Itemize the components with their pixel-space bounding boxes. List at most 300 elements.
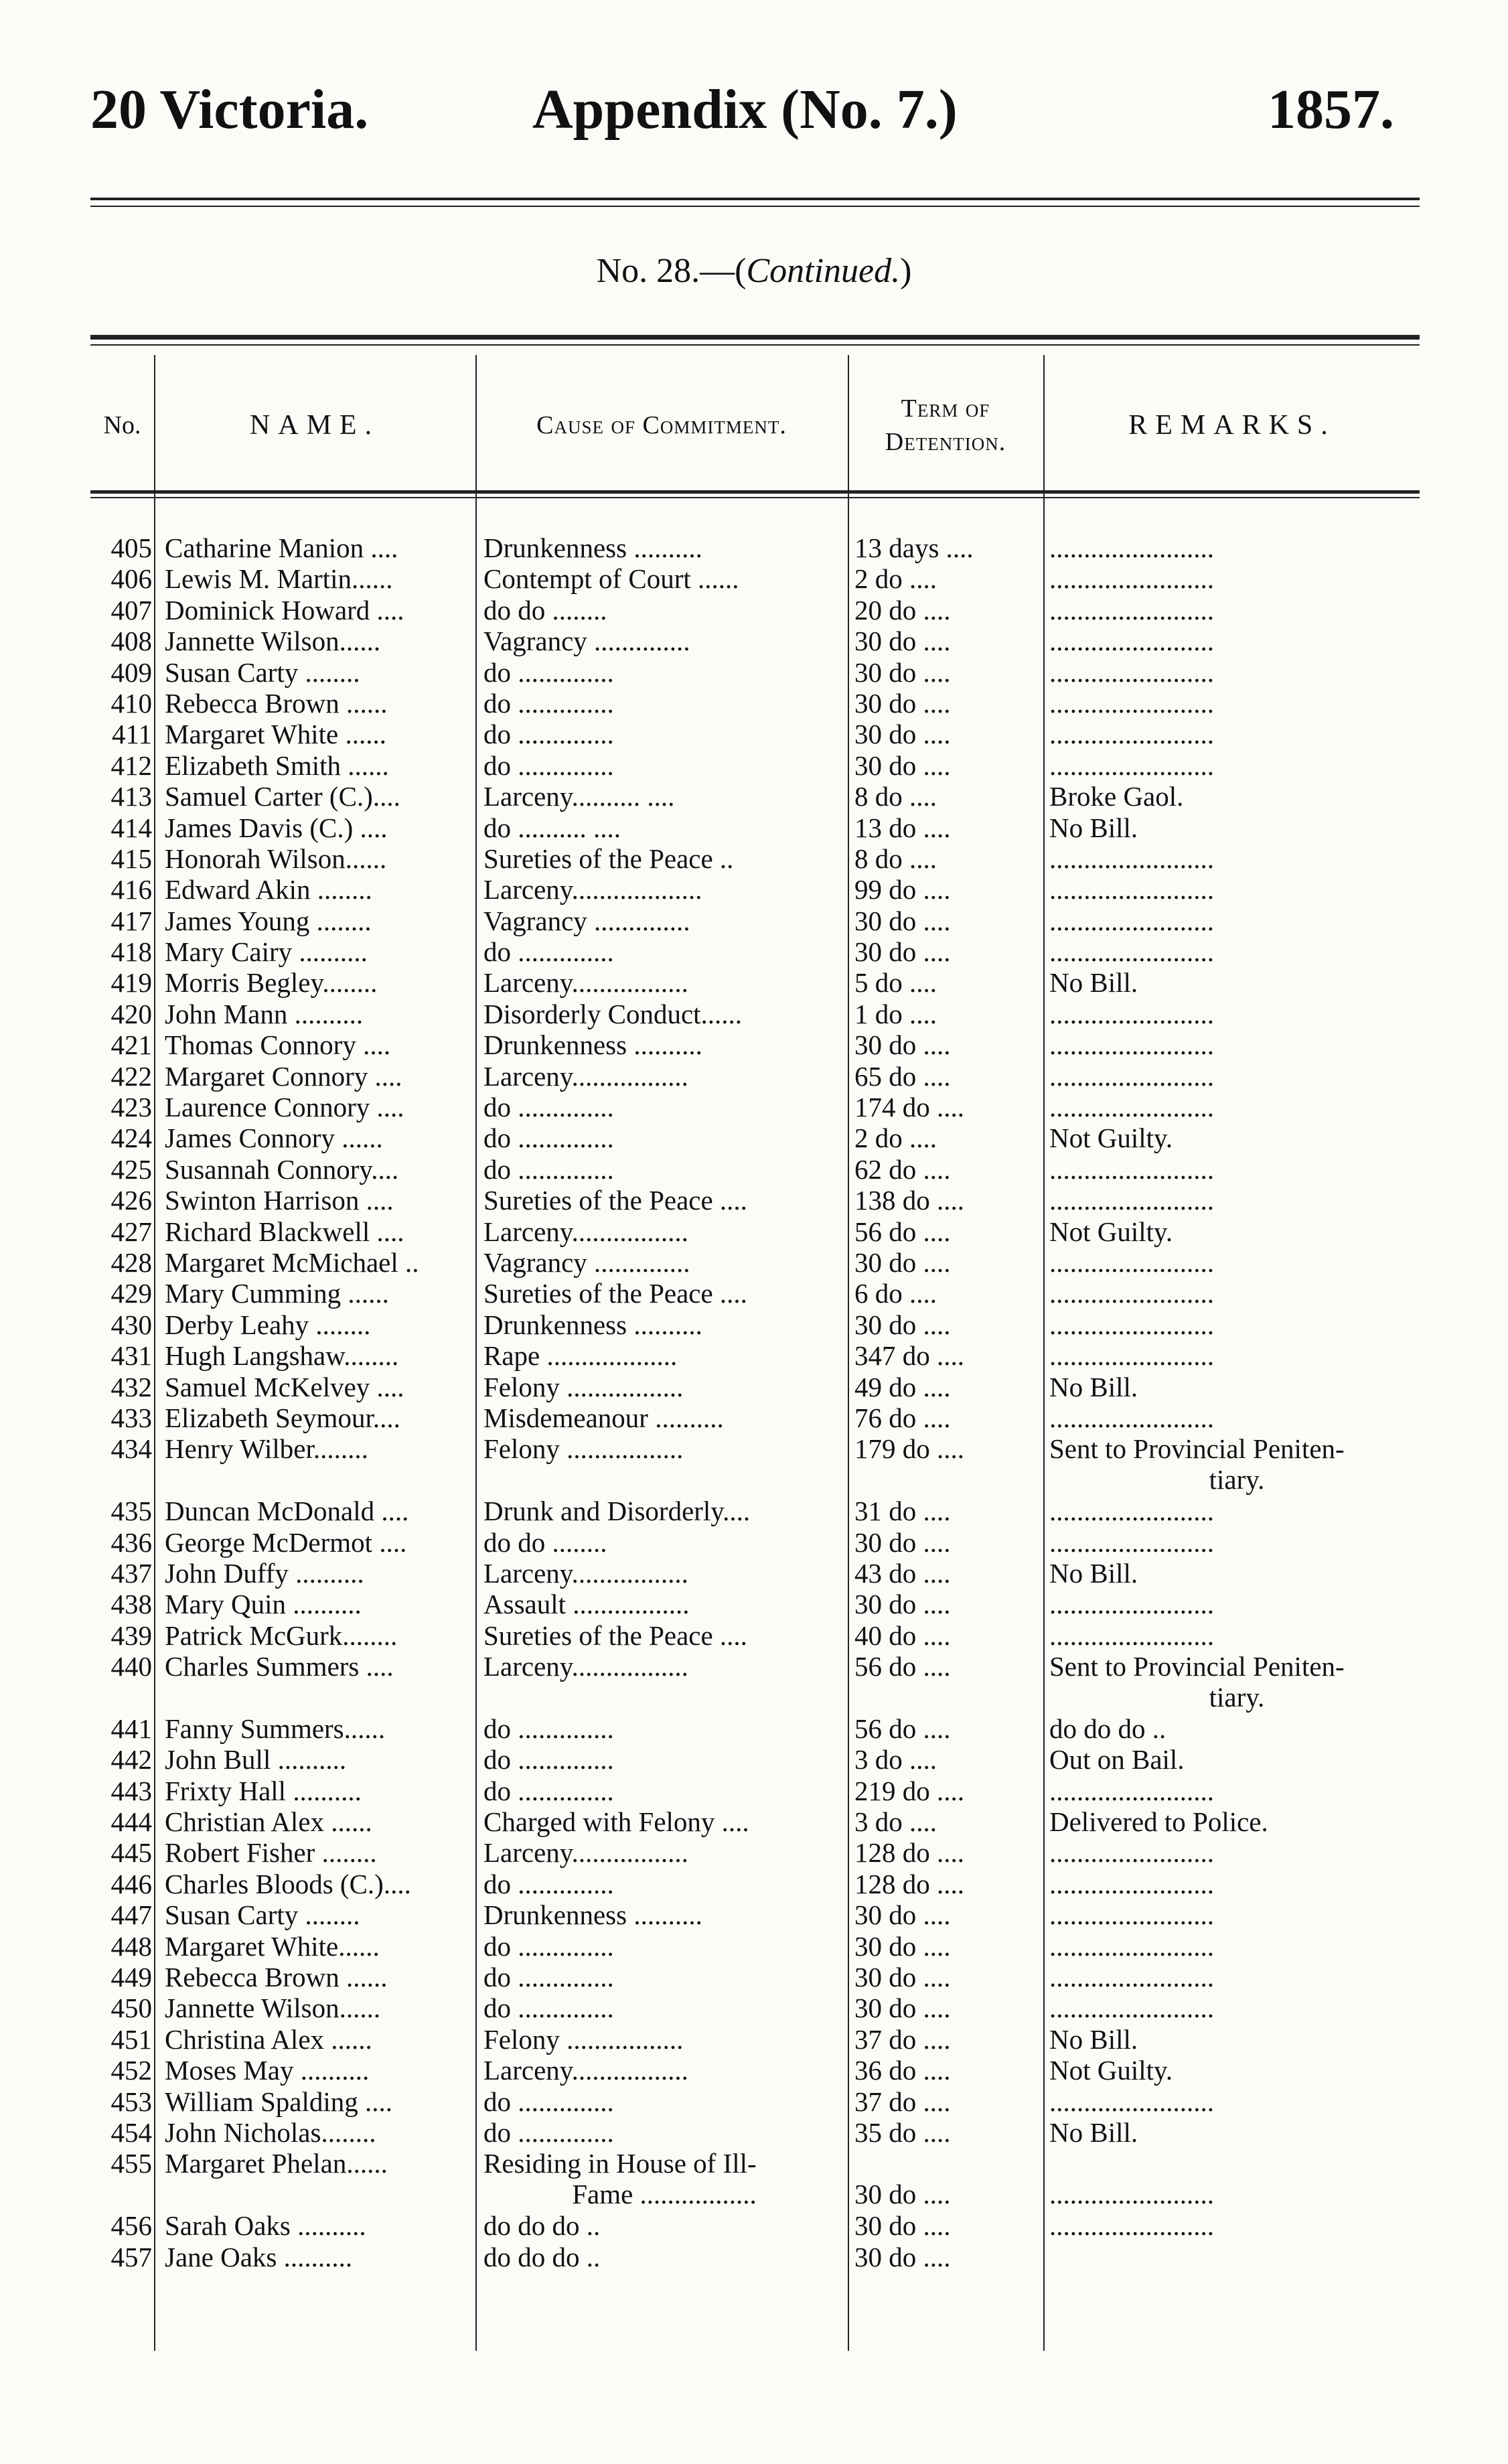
row-number: 431: [110, 1340, 152, 1372]
detention-term: 30 do ....: [854, 905, 951, 936]
table-row: [0, 999, 1508, 1029]
remarks-cell: ........................: [1049, 1962, 1214, 1992]
table-row: [0, 1402, 1508, 1433]
row-number: 415: [110, 843, 152, 874]
commitment-cause: Felony .................: [483, 2023, 684, 2055]
remarks-cell: ........................: [1049, 1775, 1214, 1806]
table-row: [0, 1154, 1508, 1185]
table-row: [0, 1558, 1508, 1589]
remarks-cell: ........................: [1049, 2210, 1214, 2242]
detention-term: 30 do ....: [854, 1309, 951, 1340]
cause-continuation: Fame .................: [572, 2179, 757, 2210]
prisoner-name: Christina Alex ......: [165, 2023, 372, 2055]
detention-term: 30 do ....: [854, 1992, 951, 2024]
prisoner-name: Margaret McMichael ..: [165, 1246, 419, 1278]
table-row: [0, 2055, 1508, 2086]
table-row: [0, 2210, 1508, 2241]
remarks-cell: ........................: [1049, 843, 1214, 874]
row-number: 433: [110, 1402, 152, 1433]
table-row: [0, 812, 1508, 843]
detention-term: 30 do ....: [854, 1962, 951, 1992]
remarks-cell: ........................: [1049, 563, 1214, 595]
row-number: 423: [110, 1092, 152, 1123]
detention-term: 76 do ....: [854, 1402, 951, 1433]
header-rule: [90, 198, 1420, 200]
commitment-cause: do ..............: [483, 1122, 614, 1154]
remarks-cell: ........................: [1049, 719, 1214, 750]
commitment-cause: Sureties of the Peace ..: [483, 843, 734, 874]
commitment-cause: Larceny.................: [483, 1557, 688, 1589]
remarks-cell: No Bill.: [1049, 812, 1138, 843]
remarks-cell: Delivered to Police.: [1049, 1806, 1268, 1838]
table-row: [0, 595, 1508, 626]
commitment-cause: Assault .................: [483, 1589, 690, 1620]
commitment-cause: do ..............: [483, 936, 614, 968]
table-row: [0, 1372, 1508, 1402]
subtitle-prefix: No. 28.—(: [596, 252, 747, 290]
prisoner-name: Morris Begley........: [165, 967, 378, 999]
detention-term: 128 do ....: [854, 1868, 964, 1899]
commitment-cause: Vagrancy ..............: [483, 626, 690, 657]
prisoner-name: Susan Carty ........: [165, 1899, 360, 1931]
prisoner-name: James Young ........: [165, 905, 372, 936]
remarks-cell: No Bill.: [1049, 2023, 1138, 2055]
table-row: [0, 657, 1508, 688]
detention-term: 128 do ....: [854, 1837, 964, 1869]
detention-term: 56 do ....: [854, 1216, 951, 1247]
prisoner-name: Mary Quin ..........: [165, 1589, 362, 1620]
row-number: 441: [110, 1713, 152, 1744]
commitment-cause: do ..............: [483, 1992, 614, 2024]
remarks-continuation: ........................: [1049, 2179, 1214, 2210]
detention-term: 30 do ....: [854, 656, 951, 688]
commitment-cause: Larceny.................: [483, 1060, 688, 1092]
header-bottom-rule-thin: [90, 497, 1420, 498]
detention-term: 30 do ....: [854, 2210, 951, 2242]
table-row: [0, 2242, 1508, 2272]
header-year: 1857.: [1268, 78, 1394, 141]
detention-term: 8 do ....: [854, 843, 937, 874]
detention-term: 6 do ....: [854, 1278, 937, 1309]
commitment-cause: Felony .................: [483, 1433, 684, 1465]
subtitle-continued: Continued.: [746, 252, 901, 290]
prisoner-name: Edward Akin ........: [165, 874, 372, 905]
table-row: [0, 1216, 1508, 1247]
table-row: [0, 1992, 1508, 2023]
prisoner-name: Charles Summers ....: [165, 1651, 394, 1682]
row-number: 445: [110, 1837, 152, 1869]
commitment-cause: do ..............: [483, 1930, 614, 1962]
col-header-name: NAME.: [249, 410, 380, 441]
commitment-cause: do ..............: [483, 656, 614, 688]
commitment-cause: Vagrancy ..............: [483, 1246, 690, 1278]
detention-term: 179 do ....: [854, 1433, 964, 1465]
row-number: 447: [110, 1899, 152, 1931]
commitment-cause: Contempt of Court ......: [483, 563, 739, 595]
prisoner-name: Richard Blackwell ....: [165, 1216, 404, 1247]
remarks-cell: ........................: [1049, 1185, 1214, 1216]
commitment-cause: Drunkenness ..........: [483, 1899, 702, 1931]
detention-term: 30 do ....: [854, 1526, 951, 1558]
table-row: [0, 1806, 1508, 1837]
detention-term: 13 days ....: [854, 532, 974, 563]
commitment-cause: Larceny.................: [483, 1651, 688, 1682]
detention-term: 30 do ....: [854, 1930, 951, 1962]
detention-term: 30 do ....: [854, 936, 951, 968]
detention-term: 56 do ....: [854, 1651, 951, 1682]
prisoner-name: Patrick McGurk........: [165, 1619, 398, 1651]
row-number: 455: [110, 2148, 152, 2179]
prisoner-name: Mary Cairy ..........: [165, 936, 368, 968]
prisoner-name: Rebecca Brown ......: [165, 687, 388, 719]
row-number: 448: [110, 1930, 152, 1962]
prisoner-name: Jannette Wilson......: [165, 626, 381, 657]
remarks-cell: Not Guilty.: [1049, 2055, 1173, 2086]
detention-term: 138 do ....: [854, 1185, 964, 1216]
table-row: [0, 2117, 1508, 2148]
col-header-cause: Cause of Commitment.: [536, 411, 787, 439]
commitment-cause: Misdemeanour ..........: [483, 1402, 724, 1433]
commitment-cause: Drunkenness ..........: [483, 1029, 702, 1061]
table-row: [0, 1931, 1508, 1962]
row-number: 457: [110, 2241, 152, 2272]
remarks-cell: do do do ..: [1049, 1713, 1166, 1744]
row-number: 450: [110, 1992, 152, 2024]
commitment-cause: do do ........: [483, 594, 607, 626]
detention-term: 30 do ....: [854, 1899, 951, 1931]
remarks-cell: ........................: [1049, 1589, 1214, 1620]
table-row: [0, 1837, 1508, 1868]
row-number: 410: [110, 687, 152, 719]
table-top-rule: [90, 335, 1420, 340]
table-row: [0, 1527, 1508, 1558]
prisoner-name: Duncan McDonald ....: [165, 1496, 409, 1527]
prisoner-name: Honorah Wilson......: [165, 843, 387, 874]
remarks-cell: Not Guilty.: [1049, 1216, 1173, 1247]
row-number: 440: [110, 1651, 152, 1682]
remarks-cell: ........................: [1049, 1029, 1214, 1061]
row-number: 429: [110, 1278, 152, 1309]
prisoner-name: Swinton Harrison ....: [165, 1185, 394, 1216]
prisoner-name: Derby Leahy ........: [165, 1309, 371, 1340]
detention-term: 3 do ....: [854, 1744, 937, 1775]
commitment-cause: do do ........: [483, 1526, 607, 1558]
remarks-continuation: tiary.: [1209, 1682, 1265, 1713]
remarks-cell: ........................: [1049, 1060, 1214, 1092]
prisoner-name: Catharine Manion ....: [165, 532, 398, 563]
remarks-cell: ........................: [1049, 1930, 1214, 1962]
prisoner-name: Margaret White......: [165, 1930, 380, 1962]
prisoner-name: John Mann ..........: [165, 998, 364, 1029]
table-row: [0, 1278, 1508, 1309]
remarks-cell: ........................: [1049, 1340, 1214, 1372]
detention-term: 20 do ....: [854, 594, 951, 626]
row-number: 417: [110, 905, 152, 936]
table-row: [0, 1775, 1508, 1806]
header-session: 20 Victoria.: [90, 78, 369, 141]
header-bottom-rule: [90, 490, 1420, 494]
row-number: 439: [110, 1619, 152, 1651]
commitment-cause: Larceny.................: [483, 2055, 688, 2086]
table-row: [0, 1092, 1508, 1122]
prisoner-name: John Nicholas........: [165, 2116, 376, 2148]
detention-term: 13 do ....: [854, 812, 951, 843]
table-row: [0, 1744, 1508, 1775]
prisoner-name: Fanny Summers......: [165, 1713, 386, 1744]
col-header-no: No.: [103, 411, 141, 439]
page-header: [90, 77, 1454, 144]
commitment-cause: do .......... ....: [483, 812, 621, 843]
remarks-cell: No Bill.: [1049, 2116, 1138, 2148]
detention-term: 99 do ....: [854, 874, 951, 905]
commitment-cause: do ..............: [483, 1775, 614, 1806]
prisoner-name: Susan Carty ........: [165, 656, 360, 688]
table-row: [0, 1713, 1508, 1744]
prisoner-name: Margaret Connory ....: [165, 1060, 402, 1092]
detention-term: 43 do ....: [854, 1557, 951, 1589]
prisoner-name: Jannette Wilson......: [165, 1992, 381, 2024]
prisoner-name: Thomas Connory ....: [165, 1029, 391, 1061]
remarks-cell: ........................: [1049, 2086, 1214, 2117]
detention-term: 37 do ....: [854, 2023, 951, 2055]
prisoner-name: James Davis (C.) ....: [165, 812, 388, 843]
table-row: [0, 1869, 1508, 1899]
row-number: 418: [110, 936, 152, 968]
table-row: [0, 750, 1508, 781]
commitment-cause: Rape ...................: [483, 1340, 678, 1372]
header-appendix: Appendix (No. 7.): [532, 78, 958, 141]
row-number: 411: [112, 719, 152, 750]
remarks-cell: ........................: [1049, 1246, 1214, 1278]
commitment-cause: Sureties of the Peace ....: [483, 1619, 747, 1651]
table-row: [0, 563, 1508, 594]
row-number: 409: [110, 656, 152, 688]
row-number: 426: [110, 1185, 152, 1216]
table-row: [0, 1247, 1508, 1278]
row-number: 437: [110, 1557, 152, 1589]
row-number: 407: [110, 594, 152, 626]
commitment-cause: do ..............: [483, 1092, 614, 1123]
table-row: [0, 1185, 1508, 1216]
header-rule-thin: [90, 206, 1420, 207]
commitment-cause: Charged with Felony ....: [483, 1806, 749, 1838]
prisoner-name: John Duffy ..........: [165, 1557, 364, 1589]
commitment-cause: do ..............: [483, 1153, 614, 1185]
row-number: 454: [110, 2116, 152, 2148]
detention-term: 30 do ....: [854, 749, 951, 781]
prisoner-name: George McDermot ....: [165, 1526, 407, 1558]
prisoner-name: Samuel McKelvey ....: [165, 1371, 404, 1402]
remarks-cell: ........................: [1049, 1837, 1214, 1869]
commitment-cause: do ..............: [483, 687, 614, 719]
prisoner-name: Rebecca Brown ......: [165, 1962, 388, 1992]
table-row: [0, 1433, 1508, 1496]
commitment-cause: do ..............: [483, 1962, 614, 1992]
remarks-cell: ........................: [1049, 1496, 1214, 1527]
row-number: 422: [110, 1060, 152, 1092]
commitment-cause: Residing in House of Ill-: [483, 2148, 757, 2179]
remarks-cell: ........................: [1049, 1868, 1214, 1899]
table-row: [0, 626, 1508, 656]
table-row: [0, 2086, 1508, 2117]
detention-term: 3 do ....: [854, 1806, 937, 1838]
row-number: 413: [110, 781, 152, 812]
row-number: 438: [110, 1589, 152, 1620]
detention-term: 5 do ....: [854, 967, 937, 999]
table-row: [0, 1962, 1508, 1992]
prisoner-name: Robert Fisher ........: [165, 1837, 377, 1869]
detention-term: 62 do ....: [854, 1153, 951, 1185]
remarks-cell: ........................: [1049, 1619, 1214, 1651]
table-row: [0, 2148, 1508, 2210]
row-number: 421: [110, 1029, 152, 1061]
table-row: [0, 1340, 1508, 1371]
remarks-cell: Out on Bail.: [1049, 1744, 1185, 1775]
commitment-cause: do ..............: [483, 749, 614, 781]
detention-term: 40 do ....: [854, 1619, 951, 1651]
detention-term: 30 do ....: [854, 1246, 951, 1278]
prisoner-name: William Spalding ....: [165, 2086, 392, 2117]
row-number: 434: [110, 1433, 152, 1465]
row-number: 430: [110, 1309, 152, 1340]
remarks-cell: Not Guilty.: [1049, 1122, 1173, 1154]
detention-term: 1 do ....: [854, 998, 937, 1029]
prisoner-name: Laurence Connory ....: [165, 1092, 404, 1123]
prisoner-name: Hugh Langshaw........: [165, 1340, 399, 1372]
commitment-cause: Larceny.................: [483, 1216, 688, 1247]
remarks-cell: ........................: [1049, 936, 1214, 968]
table-row: [0, 936, 1508, 967]
row-number: 452: [110, 2055, 152, 2086]
commitment-cause: Larceny...................: [483, 874, 702, 905]
table-row: [0, 1061, 1508, 1092]
prisoner-name: Margaret Phelan......: [165, 2148, 388, 2179]
detention-term: 49 do ....: [854, 1371, 951, 1402]
detention-term: 30 do ....: [854, 719, 951, 750]
table-row: [0, 1620, 1508, 1651]
remarks-cell: ........................: [1049, 1899, 1214, 1931]
row-number: 406: [110, 563, 152, 595]
commitment-cause: Felony .................: [483, 1371, 684, 1402]
table-row: [0, 688, 1508, 719]
row-number: 414: [110, 812, 152, 843]
detention-term: 174 do ....: [854, 1092, 964, 1123]
prisoner-name: Elizabeth Smith ......: [165, 749, 389, 781]
row-number: 444: [110, 1806, 152, 1838]
prisoner-name: Moses May ..........: [165, 2055, 370, 2086]
table-row: [0, 1651, 1508, 1713]
remarks-cell: ........................: [1049, 874, 1214, 905]
table-row: [0, 843, 1508, 874]
row-number: 446: [110, 1868, 152, 1899]
table-row: [0, 1122, 1508, 1153]
detention-term: 8 do ....: [854, 781, 937, 812]
table-row: [0, 1029, 1508, 1060]
commitment-cause: Sureties of the Peace ....: [483, 1185, 747, 1216]
detention-term: 36 do ....: [854, 2055, 951, 2086]
table-row: [0, 1589, 1508, 1619]
prisoner-name: James Connory ......: [165, 1122, 383, 1154]
commitment-cause: Vagrancy ..............: [483, 905, 690, 936]
detention-term: 2 do ....: [854, 563, 937, 595]
detention-term: 30 do ....: [854, 1029, 951, 1061]
prisoner-name: Henry Wilber........: [165, 1433, 368, 1465]
row-number: 408: [110, 626, 152, 657]
commitment-cause: Larceny.......... ....: [483, 781, 675, 812]
prisoner-name: Margaret White ......: [165, 719, 386, 750]
remarks-cell: ........................: [1049, 1526, 1214, 1558]
row-number: 442: [110, 1744, 152, 1775]
detention-term: 56 do ....: [854, 1713, 951, 1744]
commitment-cause: Disorderly Conduct......: [483, 998, 743, 1029]
commitment-cause: do do do ..: [483, 2241, 601, 2272]
commitment-cause: do ..............: [483, 2086, 614, 2117]
table-row: [0, 967, 1508, 998]
commitment-cause: do ..............: [483, 719, 614, 750]
row-number: 424: [110, 1122, 152, 1154]
row-number: 419: [110, 967, 152, 999]
prisoner-name: Lewis M. Martin......: [165, 563, 393, 595]
table-row: [0, 532, 1508, 563]
prisoner-name: Susannah Connory....: [165, 1153, 399, 1185]
prisoner-name: Dominick Howard ....: [165, 594, 404, 626]
detention-term: 30 do ....: [854, 2241, 951, 2272]
row-number: 456: [110, 2210, 152, 2242]
remarks-cell: No Bill.: [1049, 1557, 1138, 1589]
commitment-cause: Larceny.................: [483, 967, 688, 999]
commitment-cause: Drunkenness ..........: [483, 532, 702, 563]
remarks-cell: No Bill.: [1049, 967, 1138, 999]
table-row: [0, 1496, 1508, 1526]
detention-term: 65 do ....: [854, 1060, 951, 1092]
row-number: 432: [110, 1371, 152, 1402]
prisoner-name: Charles Bloods (C.)....: [165, 1868, 411, 1899]
row-number: 449: [110, 1962, 152, 1992]
row-number: 451: [110, 2023, 152, 2055]
remarks-cell: Sent to Provincial Peniten-: [1049, 1651, 1345, 1682]
row-number: 436: [110, 1526, 152, 1558]
row-number: 453: [110, 2086, 152, 2117]
detention-term: 2 do ....: [854, 1122, 937, 1154]
remarks-cell: ........................: [1049, 1402, 1214, 1433]
remarks-cell: ........................: [1049, 749, 1214, 781]
commitment-cause: Larceny.................: [483, 1837, 688, 1869]
prisoner-name: John Bull ..........: [165, 1744, 347, 1775]
detention-term: 31 do ....: [854, 1496, 951, 1527]
remarks-cell: No Bill.: [1049, 1371, 1138, 1402]
detention-term: 30 do ....: [854, 1589, 951, 1620]
commitment-cause: do ..............: [483, 1713, 614, 1744]
table-row: [0, 905, 1508, 936]
remarks-cell: ........................: [1049, 905, 1214, 936]
col-header-remarks: REMARKS.: [1128, 410, 1336, 441]
remarks-cell: ........................: [1049, 1309, 1214, 1340]
remarks-continuation: tiary.: [1209, 1464, 1265, 1496]
detention-term: 219 do ....: [854, 1775, 964, 1806]
remarks-cell: Broke Gaol.: [1049, 781, 1184, 812]
row-number: 416: [110, 874, 152, 905]
table-top-rule-thin: [90, 344, 1420, 346]
table-row: [0, 1899, 1508, 1930]
remarks-cell: ........................: [1049, 594, 1214, 626]
remarks-cell: ........................: [1049, 1092, 1214, 1123]
remarks-cell: ........................: [1049, 998, 1214, 1029]
subtitle-suffix: ): [900, 252, 912, 290]
detention-term: 37 do ....: [854, 2086, 951, 2117]
commitment-cause: Drunk and Disorderly....: [483, 1496, 751, 1527]
prisoner-name: Sarah Oaks ..........: [165, 2210, 366, 2242]
row-number: 435: [110, 1496, 152, 1527]
